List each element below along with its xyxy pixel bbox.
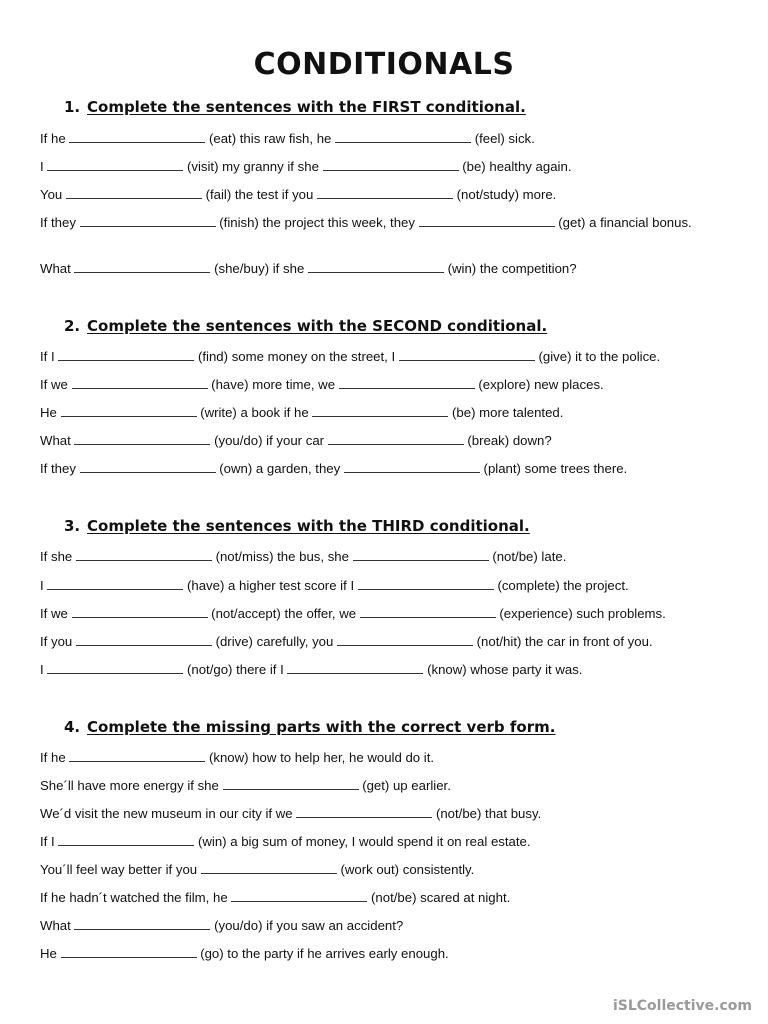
- section-1-title: Complete the sentences with the FIRST conditional.: [87, 98, 526, 116]
- answer-blank[interactable]: [72, 607, 208, 618]
- exercise-sentence: You´ll feel way better if you (work out) consistently.: [40, 862, 475, 877]
- exercise-sentence: If they (own) a garden, they (plant) some trees there.: [40, 461, 628, 476]
- answer-blank[interactable]: [360, 607, 496, 618]
- section-1-number: 1.: [64, 98, 81, 116]
- answer-blank[interactable]: [287, 663, 423, 674]
- answer-blank[interactable]: [74, 919, 210, 930]
- section-3-title: Complete the sentences with the THIRD conditional.: [87, 517, 530, 535]
- answer-blank[interactable]: [312, 406, 448, 417]
- answer-blank[interactable]: [74, 434, 210, 445]
- answer-blank[interactable]: [76, 550, 212, 561]
- exercise-sentence: What (you/do) if your car (break) down?: [40, 433, 552, 448]
- section-1-heading: [64, 98, 526, 116]
- section-4-heading: [64, 718, 555, 736]
- exercise-sentence: If he (know) how to help her, he would do it.: [40, 750, 435, 765]
- answer-blank[interactable]: [353, 550, 489, 561]
- answer-blank[interactable]: [337, 635, 473, 646]
- exercise-sentence: You (fail) the test if you (not/study) more.: [40, 187, 557, 202]
- answer-blank[interactable]: [339, 378, 475, 389]
- exercise-sentence: She´ll have more energy if she (get) up earlier.: [40, 778, 451, 793]
- exercise-sentence: If we (not/accept) the offer, we (experience) such problems.: [40, 606, 666, 621]
- answer-blank[interactable]: [419, 216, 555, 227]
- answer-blank[interactable]: [72, 378, 208, 389]
- exercise-sentence: What (you/do) if you saw an accident?: [40, 918, 404, 933]
- section-2-title: Complete the sentences with the SECOND conditional.: [87, 317, 548, 335]
- answer-blank[interactable]: [223, 779, 359, 790]
- answer-blank[interactable]: [201, 863, 337, 874]
- answer-blank[interactable]: [335, 132, 471, 143]
- answer-blank[interactable]: [47, 160, 183, 171]
- exercise-sentence: What (she/buy) if she (win) the competition?: [40, 261, 577, 276]
- section-2-number: 2.: [64, 317, 81, 335]
- answer-blank[interactable]: [231, 891, 367, 902]
- answer-blank[interactable]: [61, 406, 197, 417]
- answer-blank[interactable]: [74, 262, 210, 273]
- answer-blank[interactable]: [308, 262, 444, 273]
- answer-blank[interactable]: [76, 635, 212, 646]
- answer-blank[interactable]: [61, 947, 197, 958]
- answer-blank[interactable]: [358, 579, 494, 590]
- answer-blank[interactable]: [323, 160, 459, 171]
- answer-blank[interactable]: [328, 434, 464, 445]
- answer-blank[interactable]: [58, 835, 194, 846]
- worksheet-title: CONDITIONALS: [253, 47, 515, 82]
- answer-blank[interactable]: [399, 350, 535, 361]
- exercise-sentence: If she (not/miss) the bus, she (not/be) late.: [40, 549, 567, 564]
- exercise-sentence: I (visit) my granny if she (be) healthy again.: [40, 159, 572, 174]
- exercise-sentence: I (have) a higher test score if I (complete) the project.: [40, 578, 629, 593]
- exercise-sentence: I (not/go) there if I (know) whose party it was.: [40, 662, 583, 677]
- exercise-sentence: If they (finish) the project this week, they (get) a financial bonus.: [40, 215, 692, 230]
- section-3-heading: [64, 517, 530, 535]
- exercise-sentence: If you (drive) carefully, you (not/hit) the car in front of you.: [40, 634, 653, 649]
- section-3-number: 3.: [64, 517, 81, 535]
- answer-blank[interactable]: [80, 462, 216, 473]
- exercise-sentence: He (go) to the party if he arrives early enough.: [40, 946, 449, 961]
- exercise-sentence: If we (have) more time, we (explore) new places.: [40, 377, 604, 392]
- answer-blank[interactable]: [317, 188, 453, 199]
- watermark: iSLCollective.com: [612, 998, 752, 1014]
- exercise-sentence: If I (win) a big sum of money, I would spend it on real estate.: [40, 834, 531, 849]
- answer-blank[interactable]: [47, 663, 183, 674]
- section-2-heading: [64, 317, 547, 335]
- answer-blank[interactable]: [66, 188, 202, 199]
- exercise-sentence: If he hadn´t watched the film, he (not/be) scared at night.: [40, 890, 511, 905]
- answer-blank[interactable]: [69, 751, 205, 762]
- exercise-sentence: He (write) a book if he (be) more talented.: [40, 405, 564, 420]
- answer-blank[interactable]: [69, 132, 205, 143]
- exercise-sentence: If he (eat) this raw fish, he (feel) sick.: [40, 131, 535, 146]
- exercise-sentence: We´d visit the new museum in our city if we (not/be) that busy.: [40, 806, 542, 821]
- answer-blank[interactable]: [47, 579, 183, 590]
- answer-blank[interactable]: [80, 216, 216, 227]
- answer-blank[interactable]: [344, 462, 480, 473]
- answer-blank[interactable]: [58, 350, 194, 361]
- section-4-number: 4.: [64, 718, 81, 736]
- section-4-title: Complete the missing parts with the correct verb form.: [87, 718, 556, 736]
- answer-blank[interactable]: [296, 807, 432, 818]
- exercise-sentence: If I (find) some money on the street, I (give) it to the police.: [40, 349, 661, 364]
